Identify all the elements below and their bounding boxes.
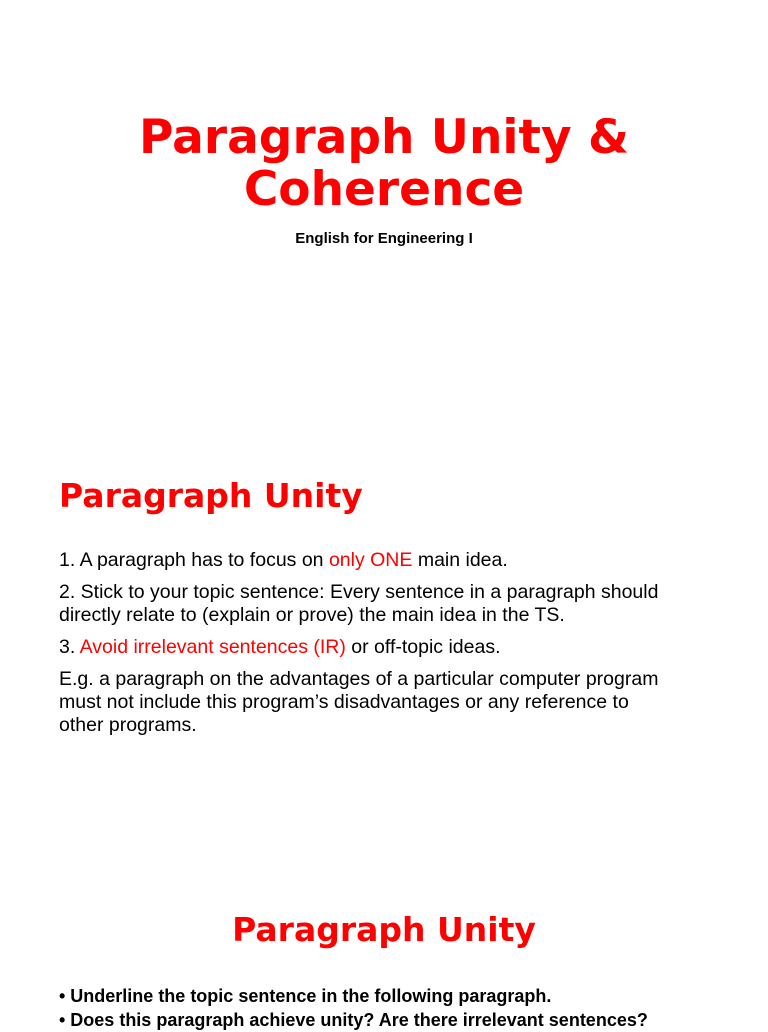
point-1-highlight: only ONE [328, 549, 413, 571]
title-line-1: Paragraph Unity & [139, 110, 629, 165]
point-3-highlight: Avoid irrelevant sentences (IR) [79, 636, 346, 658]
point-1 [59, 549, 719, 572]
slide-paragraph-unity [0, 430, 768, 860]
example-line-1: E.g. a paragraph on the advantages of a particular computer program [59, 668, 659, 690]
point-2-line-1: 2. Stick to your topic sentence: Every sentence in a paragraph should [59, 581, 659, 603]
slide-title [0, 0, 768, 430]
example-line-2: must not include this program’s disadvantages or any reference to [59, 691, 629, 713]
point-1-suffix: main idea. [412, 549, 508, 571]
bullet-list [59, 984, 739, 1032]
slide-paragraph-unity-exercise [0, 860, 768, 1030]
point-3-suffix: or off-topic ideas. [345, 636, 501, 658]
list-item: • Underline the topic sentence in the following paragraph. [59, 986, 552, 1006]
slide-title-heading [0, 112, 768, 216]
point-3 [59, 636, 719, 659]
slide-body [59, 549, 719, 746]
slide-heading: Paragraph Unity [232, 910, 536, 949]
slide-subtitle: English for Engineering I [295, 230, 473, 247]
point-2-line-2: directly relate to (explain or prove) the main idea in the TS. [59, 604, 565, 626]
title-line-2: Coherence [243, 162, 525, 217]
point-1-text: 1. A paragraph has to focus on [59, 549, 329, 571]
slide-heading: Paragraph Unity [59, 476, 363, 515]
example-line-3: other programs. [59, 714, 197, 736]
point-3-text: 3. [59, 636, 80, 658]
point-2 [59, 581, 719, 627]
list-item: • Does this paragraph achieve unity? Are there irrelevant sentences? [59, 1010, 648, 1030]
example [59, 668, 719, 737]
